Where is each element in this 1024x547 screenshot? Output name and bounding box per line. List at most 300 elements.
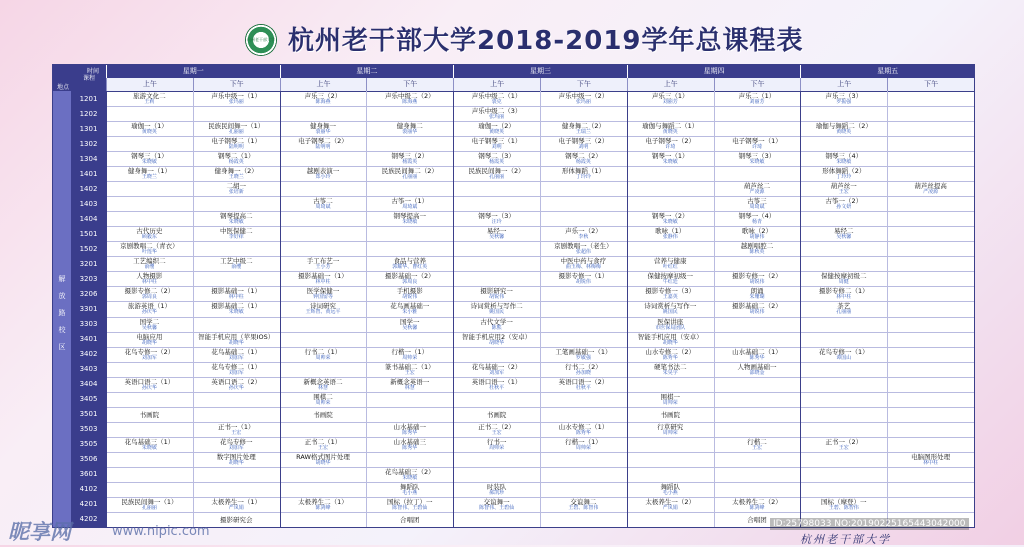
- course-name: 电子钢琴二（2）: [298, 137, 348, 146]
- course-cell: [628, 318, 713, 332]
- course-name: 民族民间舞一（1）: [208, 122, 265, 131]
- course-name: 钢琴提高二: [219, 212, 253, 221]
- course-cell: [454, 423, 539, 437]
- course-cell: [801, 152, 886, 166]
- course-cell: [281, 438, 366, 452]
- teacher-name: 陈海燕: [315, 99, 331, 105]
- teacher-name: 牛红廷: [662, 279, 678, 286]
- course-cell: [628, 423, 713, 437]
- course-cell: [281, 498, 366, 512]
- course-cell: [194, 212, 279, 226]
- room-number: 1202: [79, 109, 98, 118]
- course-name: 健身舞二（2）: [561, 122, 605, 131]
- course-cell: [367, 212, 452, 226]
- course-cell: [194, 287, 279, 301]
- course-cell: [541, 242, 626, 256]
- course-cell: [194, 182, 279, 196]
- room-number: 1403: [79, 199, 98, 208]
- course-name: 民族民间舞一（1）: [121, 497, 178, 506]
- course-name: 易经一: [486, 227, 507, 236]
- schedule-table: [52, 64, 975, 528]
- header: [0, 0, 1024, 64]
- slot-header: 下午: [714, 78, 801, 91]
- teacher-name: 刘明: [491, 144, 502, 151]
- corner-time: 时间: [87, 68, 100, 75]
- course-name: 行草研究: [657, 422, 684, 431]
- course-name: 茶艺: [837, 302, 851, 311]
- course-cell: [454, 318, 539, 332]
- teacher-name: 陆明明: [315, 144, 331, 151]
- course-name: 声乐中级二（1）: [471, 92, 522, 100]
- course-name: 行楷一（1）: [565, 437, 602, 446]
- room-number: 4102: [79, 485, 98, 494]
- course-cell: [628, 393, 713, 407]
- course-cell: [367, 287, 452, 301]
- course-cell: [194, 122, 279, 136]
- teacher-name: 王辉智、黄远平: [305, 309, 341, 316]
- course-cell: [801, 498, 886, 512]
- teacher-name: 周帅荣: [402, 354, 418, 361]
- slot-header: 下午: [540, 78, 627, 91]
- slot-header-row: [53, 78, 974, 92]
- course-name: 声乐三（1）: [651, 92, 689, 100]
- slot-header: 上午: [280, 78, 367, 91]
- course-name: 诗词研究: [309, 302, 336, 311]
- course-name: 形体舞蹈（2）: [822, 167, 866, 176]
- teacher-name: 钟国留等: [312, 294, 333, 301]
- course-cell: [628, 92, 713, 106]
- teacher-name: 陈秀华: [402, 429, 418, 436]
- teacher-name: 吴秋馨: [402, 324, 418, 331]
- teacher-name: 王宏: [404, 369, 415, 376]
- course-cell: [194, 348, 279, 362]
- teacher-name: 杨霞英: [575, 159, 591, 166]
- course-name: 正书一（1）: [217, 422, 255, 431]
- teacher-name: 刘加军: [228, 444, 244, 451]
- teacher-name: 陈剑峰: [749, 504, 765, 511]
- course-name: 正书二（1）: [304, 437, 342, 446]
- course-cell: [194, 453, 279, 467]
- teacher-name: 严凤娟: [662, 504, 678, 511]
- slot-header: 上午: [453, 78, 540, 91]
- course-cell: [801, 197, 886, 211]
- course-cell: [194, 302, 279, 316]
- course-cell: [107, 333, 192, 347]
- course-name: 越剧唱腔二: [740, 242, 774, 251]
- course-cell: [281, 167, 366, 181]
- course-name: 太极养生二（1）: [298, 497, 348, 506]
- course-name: 英语口语二（1）: [124, 377, 175, 386]
- room-number: 4201: [79, 500, 98, 509]
- course-name: 花鸟画基础一: [390, 302, 430, 311]
- course-cell: [107, 498, 192, 512]
- teacher-name: 朱晓敏: [402, 474, 418, 481]
- course-name: 声乐中级二（3）: [471, 107, 522, 116]
- course-name: 英语口语一（1）: [471, 377, 522, 386]
- course-name: 钢琴一（2）: [651, 212, 689, 221]
- room-number: 3403: [79, 365, 98, 374]
- room-number: 1201: [79, 94, 98, 103]
- course-name: 健身舞一（2）: [214, 167, 258, 176]
- course-name: 瑜伽一（1）: [131, 122, 168, 131]
- course-cell: [454, 333, 539, 347]
- teacher-name: 王瑞兰: [575, 129, 591, 136]
- course-name: 智能手机应用（苹果IOS）: [198, 332, 275, 341]
- course-name: 钢琴二（1）: [217, 152, 255, 161]
- day-header: 星期四: [627, 65, 801, 78]
- course-cell: [367, 257, 452, 271]
- teacher-name: 孔丽丽: [228, 129, 244, 136]
- course-cell: [715, 438, 800, 452]
- teacher-name: 张玛丽: [228, 99, 244, 105]
- course-cell: [454, 378, 539, 392]
- course-name: 民族民间舞一（2）: [468, 167, 525, 176]
- corner-place: 地点: [57, 84, 70, 91]
- course-cell: [107, 152, 192, 166]
- course-cell: [801, 167, 886, 181]
- course-cell: [715, 182, 800, 196]
- course-name: 摄影基础一（2）: [384, 272, 435, 281]
- course-cell: [801, 287, 886, 301]
- course-name: 智能手机应用2（安卓）: [462, 332, 532, 341]
- course-cell: [541, 423, 626, 437]
- course-name: 钢琴三（4）: [825, 152, 863, 161]
- course-cell: [107, 408, 192, 422]
- teacher-name: 周健: [838, 279, 849, 286]
- watermark-logo: 昵享网: [8, 520, 71, 544]
- teacher-name: 胡晓华: [489, 339, 505, 346]
- teacher-name: 市医保局团队: [655, 324, 686, 331]
- course-cell: [367, 122, 452, 136]
- teacher-name: 俞缨: [231, 264, 242, 271]
- teacher-name: 杨青: [751, 219, 762, 226]
- course-cell: [628, 152, 713, 166]
- course-name: 中医中药与食疗: [560, 257, 607, 266]
- course-name: 国学二: [139, 317, 160, 326]
- room-number: 1404: [79, 214, 98, 223]
- course-name: 太极养生一（1）: [211, 497, 262, 506]
- course-cell: [628, 257, 713, 271]
- course-cell: [281, 257, 366, 271]
- footer-text: 杭州老干部大学: [800, 533, 891, 546]
- teacher-name: 罗敏强: [575, 354, 591, 361]
- course-name: 行书二（1）: [304, 347, 342, 356]
- course-name: 古筝一（1）: [391, 197, 429, 206]
- course-name: 易经二: [834, 227, 854, 236]
- course-cell: [107, 92, 192, 106]
- course-name: 花鸟基础三（1）: [124, 437, 175, 446]
- course-name: 行书二（2）: [565, 362, 602, 371]
- teacher-name: 朱晓敏: [228, 219, 244, 226]
- teacher-name: 林慧: [404, 384, 415, 391]
- course-cell: [715, 212, 800, 226]
- room-number: 3506: [79, 455, 98, 464]
- course-cell: [281, 393, 366, 407]
- course-cell: [367, 92, 452, 106]
- course-cell: [454, 483, 539, 497]
- course-cell: [107, 167, 192, 181]
- course-cell: [367, 197, 452, 211]
- course-cell: [194, 152, 279, 166]
- course-cell: [194, 333, 279, 347]
- course-name: 电脑应用: [136, 332, 163, 341]
- teacher-name: 朱晓敏: [662, 159, 678, 166]
- course-name: 葫芦丝一: [830, 182, 857, 191]
- slot-header: 下午: [366, 78, 453, 91]
- course-name: 行楷二: [747, 437, 767, 446]
- course-name: 声乐中级一（1）: [211, 92, 262, 100]
- slot-header: 下午: [193, 78, 280, 91]
- course-cell: [194, 423, 279, 437]
- watermark-url: www.nipic.com: [112, 524, 210, 539]
- teacher-name: 刘丽芳: [662, 99, 678, 105]
- teacher-name: 胡锐伟: [402, 294, 418, 301]
- campus-label-char: 放: [58, 292, 66, 300]
- course-cell: [541, 227, 626, 241]
- course-name: 数字图片处理: [216, 452, 256, 461]
- course-cell: [628, 498, 713, 512]
- course-cell: [454, 152, 539, 166]
- teacher-name: 严凤娟: [228, 504, 244, 511]
- course-cell: [801, 227, 886, 241]
- teacher-name: 裘克: [491, 99, 502, 105]
- course-name: 国标（摩登）一: [821, 497, 867, 506]
- course-cell: [715, 242, 800, 256]
- course-cell: [541, 122, 626, 136]
- course-cell: [107, 348, 192, 362]
- course-cell: [715, 197, 800, 211]
- course-cell: [541, 152, 626, 166]
- teacher-name: 孔丽丽: [141, 504, 157, 511]
- course-cell: [107, 257, 192, 271]
- course-cell: [628, 227, 713, 241]
- teacher-name: 陈秋英: [749, 249, 765, 256]
- course-name: 古筝一（2）: [825, 197, 863, 206]
- teacher-name: 周帅荣: [315, 354, 331, 361]
- teacher-name: 林中柱: [141, 279, 157, 286]
- course-name: 人物摄影: [136, 272, 163, 281]
- course-name: 摄影基础二（1）: [211, 302, 262, 311]
- teacher-name: 胡静伟: [749, 234, 765, 241]
- teacher-name: 朱晓敏: [141, 444, 157, 451]
- course-name: 古筝三: [747, 197, 767, 206]
- course-grid: [106, 91, 974, 527]
- room-column: [71, 91, 106, 527]
- course-name: 钢琴三（1）: [131, 152, 168, 161]
- teacher-name: 孔丽丽: [836, 309, 852, 316]
- course-name: 中医保健二: [219, 227, 253, 236]
- course-name: 英语口语二（2）: [211, 377, 262, 386]
- course-cell: [715, 227, 800, 241]
- course-name: 人物画基础一: [737, 362, 777, 371]
- teacher-name: 张玛丽: [489, 114, 505, 121]
- course-name: 行楷一（1）: [391, 347, 429, 356]
- course-name: 古代历史: [136, 227, 163, 236]
- course-name: 国标（拉丁）一: [387, 497, 433, 506]
- campus-label-char: 解: [58, 275, 66, 283]
- course-name: 食品与营养: [393, 257, 427, 266]
- teacher-name: 郑小玲: [315, 174, 331, 181]
- course-name: 工艺编织二: [133, 257, 166, 266]
- course-name: 健身舞二: [396, 122, 423, 131]
- teacher-name: 朱晓敏: [749, 159, 765, 166]
- course-cell: [454, 167, 539, 181]
- course-name: 诗词赏析与写作一: [644, 302, 697, 311]
- course-cell: [367, 423, 452, 437]
- teacher-name: 胡晓华: [662, 339, 678, 346]
- teacher-name: 王晓兰: [141, 174, 157, 181]
- course-name: 舞蹈队: [660, 482, 680, 491]
- teacher-name: 朱晓敏: [662, 219, 678, 226]
- campus-label-column: [53, 91, 71, 527]
- course-cell: [801, 272, 886, 286]
- teacher-name: 孙庆华: [228, 384, 244, 391]
- day-header: 星期一: [106, 65, 280, 78]
- day-header: 星期五: [800, 65, 974, 78]
- course-name: 钢琴一（4）: [738, 212, 776, 221]
- teacher-name: 郭耀华、曹红英: [392, 264, 428, 271]
- course-name: 葫芦丝提高: [914, 182, 947, 191]
- course-cell: [107, 272, 192, 286]
- teacher-name: 胡锐伟: [749, 279, 765, 286]
- watermark: [0, 513, 260, 545]
- teacher-name: 朱晓敏: [228, 309, 244, 316]
- teacher-name: 汪玲: [491, 219, 502, 226]
- course-cell: [281, 272, 366, 286]
- course-cell: [541, 272, 626, 286]
- course-cell: [715, 498, 800, 512]
- teacher-name: 姚国民: [489, 309, 505, 316]
- course-name: 摄影研究会: [219, 515, 253, 524]
- image-id: ID:25798033 NO:20190225165443042000: [770, 518, 969, 530]
- course-cell: [541, 498, 626, 512]
- teacher-name: 陈秀华: [749, 354, 765, 361]
- course-name: 钢琴三（3）: [738, 152, 776, 161]
- teacher-name: 刘明: [578, 144, 589, 151]
- teacher-name: 朱晓敏: [402, 219, 418, 226]
- teacher-name: 陆明明: [228, 144, 244, 151]
- course-cell: [281, 92, 366, 106]
- course-name: 花鸟专修一: [219, 437, 253, 446]
- course-name: 电子钢琴三（2）: [558, 137, 609, 146]
- course-cell: [367, 378, 452, 392]
- teacher-name: 王宏: [491, 429, 502, 436]
- teacher-name: 胡锐伟: [575, 279, 591, 286]
- course-cell: [367, 363, 452, 377]
- teacher-name: 王晓兰: [228, 174, 244, 181]
- course-name: 声乐二（1）: [738, 92, 776, 100]
- course-name: 保健按摩初级二: [821, 272, 867, 281]
- teacher-name: 郝凯珍: [489, 489, 505, 496]
- teacher-name: 杜秋平: [575, 384, 591, 391]
- course-name: 钢琴二（3）: [478, 152, 515, 161]
- campus-label-char: 路: [58, 309, 66, 317]
- room-number: 3404: [79, 380, 98, 389]
- table-corner: [53, 65, 106, 91]
- teacher-name: 顾毅东: [141, 234, 157, 241]
- teacher-name: 许琦: [665, 144, 676, 151]
- course-cell: [107, 438, 192, 452]
- course-name: 太极养生二（2）: [732, 497, 782, 506]
- room-number: 1304: [79, 154, 98, 163]
- course-name: 花鸟基础三（2）: [384, 467, 435, 476]
- teacher-name: 陈秀华: [662, 354, 678, 361]
- teacher-name: 毛小燕: [662, 489, 678, 496]
- course-name: 歌咏（1）: [655, 227, 686, 236]
- course-cell: [107, 378, 192, 392]
- course-cell: [367, 152, 452, 166]
- teacher-name: 朱晓敏: [836, 159, 852, 166]
- course-name: 摄影专修一（1）: [558, 272, 609, 281]
- course-name: 智能手机应用（安卓）: [637, 332, 703, 341]
- teacher-name: 孙文妍: [836, 204, 852, 211]
- teacher-name: 郭周良: [402, 279, 418, 286]
- course-name: 保健按摩初级一: [647, 272, 693, 281]
- course-cell: [628, 212, 713, 226]
- school-logo-icon: [245, 24, 277, 56]
- course-cell: [454, 363, 539, 377]
- course-cell: [367, 468, 452, 482]
- teacher-name: 陈智伟、王碧仙: [392, 504, 428, 511]
- teacher-name: 周帅荣: [489, 444, 505, 451]
- course-cell: [107, 287, 192, 301]
- course-cell: [194, 498, 279, 512]
- course-cell: [107, 318, 192, 332]
- course-name: 摄影基础二（2）: [732, 302, 782, 311]
- teacher-name: 胡晓华: [141, 339, 157, 346]
- teacher-name: 王宏: [838, 189, 849, 196]
- room-number: 1401: [79, 169, 98, 178]
- teacher-name: 丁玲玲: [836, 174, 852, 181]
- teacher-name: 孙庆华: [141, 384, 157, 391]
- teacher-name: 王宏: [231, 429, 242, 436]
- teacher-name: 刘加军: [228, 369, 244, 376]
- course-cell: [194, 257, 279, 271]
- course-cell: [888, 182, 973, 196]
- room-number: 3405: [79, 395, 98, 404]
- course-name: 围棋二: [313, 392, 333, 401]
- course-name: 歌咏（2）: [741, 227, 773, 236]
- teacher-name: 裘丽华: [315, 129, 331, 136]
- course-cell: [628, 408, 713, 422]
- course-cell: [454, 92, 539, 106]
- course-name: 越剧表演一: [306, 167, 340, 176]
- course-name: 摄影基础一（1）: [298, 272, 348, 281]
- course-cell: [801, 302, 886, 316]
- campus-label: [57, 271, 67, 356]
- teacher-name: 林中柱: [315, 279, 331, 286]
- teacher-name: 刘丽芳: [749, 99, 765, 105]
- course-name: 营养与健康: [653, 257, 687, 266]
- teacher-name: 张玛丽: [575, 99, 591, 105]
- course-name: 书画院: [486, 410, 507, 419]
- teacher-name: 叶红红: [662, 264, 678, 271]
- course-cell: [367, 438, 452, 452]
- teacher-name: 朱珊瑚: [749, 294, 765, 301]
- teacher-name: 杨霞英: [228, 159, 244, 166]
- teacher-name: 陈熊: [491, 324, 502, 331]
- course-cell: [194, 227, 279, 241]
- course-cell: [454, 122, 539, 136]
- course-cell: [281, 453, 366, 467]
- teacher-name: 吴秋馨: [141, 324, 157, 331]
- teacher-name: 周琦斌: [315, 204, 331, 211]
- course-cell: [715, 137, 800, 151]
- course-cell: [454, 212, 539, 226]
- room-number: 1502: [79, 244, 98, 253]
- course-cell: [628, 302, 713, 316]
- teacher-name: 陈秀华: [402, 444, 418, 451]
